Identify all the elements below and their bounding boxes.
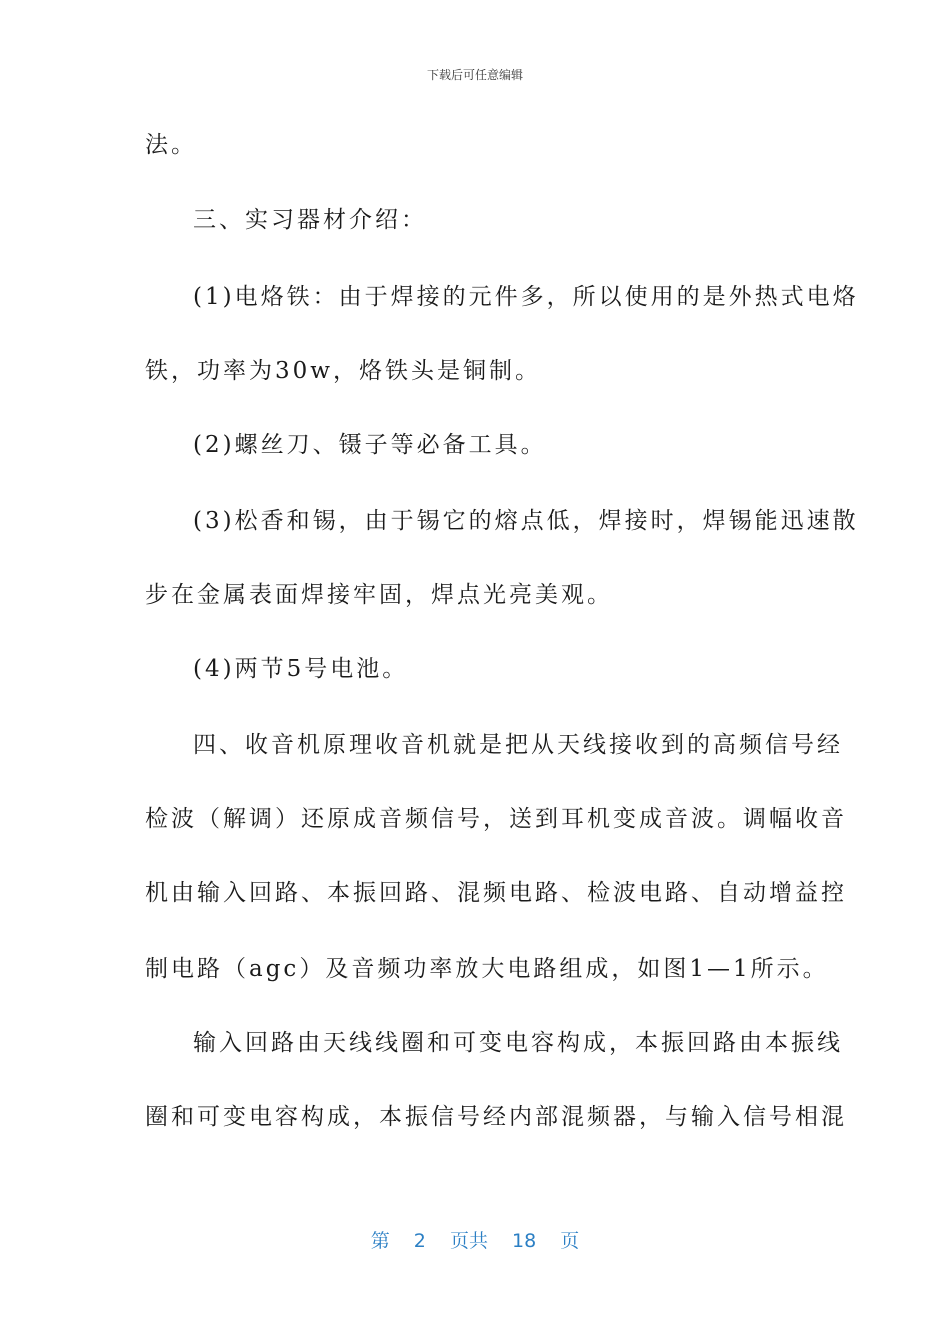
body-line-14: 圈和可变电容构成，本振信号经内部混频器，与输入信号相混 bbox=[145, 1104, 847, 1130]
section-heading-principle: 四、收音机原理收音机就是把从天线接收到的高频信号经 bbox=[193, 732, 843, 758]
body-line-12: 制电路（agc）及音频功率放大电路组成，如图1—1所示。 bbox=[145, 956, 829, 982]
body-line-13: 输入回路由天线线圈和可变电容构成，本振回路由本振线 bbox=[193, 1030, 843, 1056]
footer-total-pages: 18 bbox=[512, 1230, 537, 1252]
footer-middle: 页共 bbox=[449, 1230, 488, 1252]
section-heading-equipment: 三、实习器材介绍： bbox=[193, 207, 427, 233]
body-line-4: 铁，功率为30w，烙铁头是铜制。 bbox=[145, 358, 541, 384]
footer-page-number: 2 bbox=[413, 1230, 426, 1252]
body-line-11: 机由输入回路、本振回路、混频电路、检波电路、自动增益控 bbox=[145, 880, 847, 906]
footer-suffix: 页 bbox=[560, 1230, 580, 1252]
body-line-5: (2)螺丝刀、镊子等必备工具。 bbox=[193, 432, 547, 458]
page-header: 下载后可任意编辑 bbox=[426, 68, 523, 82]
body-line-3: (1)电烙铁：由于焊接的元件多，所以使用的是外热式电烙 bbox=[193, 284, 859, 310]
body-line-6: (3)松香和锡，由于锡它的熔点低，焊接时，焊锡能迅速散 bbox=[193, 508, 859, 534]
body-line-7: 步在金属表面焊接牢固，焊点光亮美观。 bbox=[145, 582, 613, 608]
body-line-1: 法。 bbox=[145, 132, 197, 158]
footer-prefix: 第 bbox=[370, 1230, 390, 1252]
page-footer bbox=[0, 1226, 950, 1253]
body-line-8: (4)两节5号电池。 bbox=[193, 656, 409, 682]
body-line-10: 检波（解调）还原成音频信号，送到耳机变成音波。调幅收音 bbox=[145, 806, 847, 832]
